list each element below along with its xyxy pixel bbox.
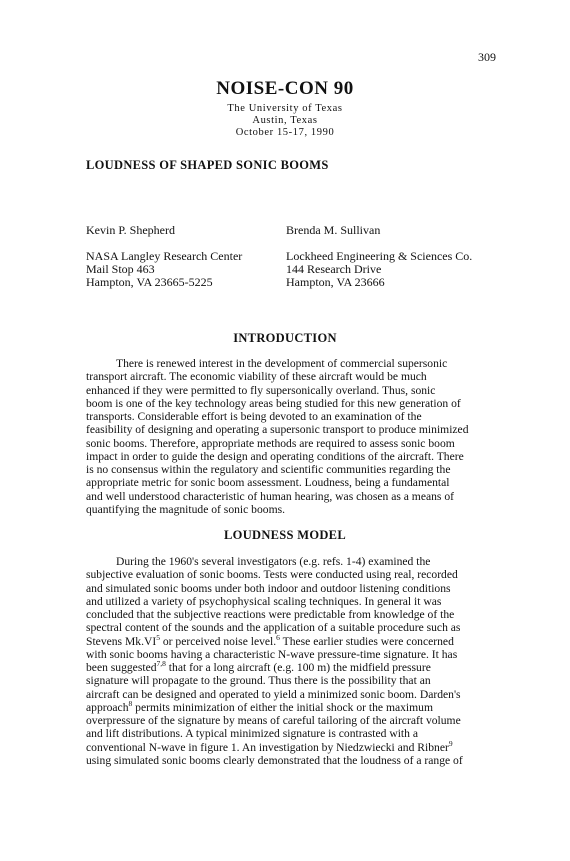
text-line [86, 698, 492, 714]
author-block-2 [286, 224, 472, 289]
text-line: There is renewed interest in the development of commercial supersonic [116, 357, 448, 370]
author-affiliation-line: Lockheed Engineering & Sciences Co. [286, 249, 473, 263]
conference-dates: October 15-17, 1990 [235, 127, 335, 138]
text-fragment: conventional N-wave in figure 1. An investigation by Niedzwiecki and Ribner [86, 740, 449, 754]
introduction-heading: INTRODUCTION [233, 331, 337, 345]
author-affiliation-line: NASA Langley Research Center [86, 249, 243, 263]
text-fragment: been suggested [86, 661, 157, 674]
text-line [86, 661, 492, 674]
reference-superscript: 5 [156, 632, 160, 642]
reference-superscript: 7,8 [156, 659, 166, 668]
conference-university: The University of Texas [227, 103, 343, 114]
text-line: transports. Considerable effort is being devoted to an examination of the [86, 410, 422, 423]
page-number: 309 [478, 50, 496, 64]
text-line: sonic booms. Therefore, appropriate methods are required to assess sonic boom [86, 436, 455, 450]
text-line: and well understood characteristic of human hearing, was chosen as a means of [86, 489, 454, 503]
text-line: impact in order to guide the design and operating conditions of the aircraft. There [86, 449, 464, 463]
introduction-paragraph [86, 357, 492, 516]
reference-superscript: 9 [448, 738, 453, 748]
text-fragment: that for a long aircraft (e.g. 100 m) the midfield pressure [168, 661, 431, 674]
author-affiliation-line: Mail Stop 463 [86, 262, 155, 276]
text-fragment: Stevens Mk.VI [86, 634, 157, 648]
text-line: During the 1960's several investigators (e.g. refs. 1-4) examined the [116, 555, 431, 568]
author-affiliation-line: 144 Research Drive [286, 262, 382, 276]
text-line: spectral content of the sounds and the application of a suitable procedure such as [86, 621, 461, 635]
author-affiliation-line: Hampton, VA 23666 [286, 275, 385, 289]
text-line: and utilized a variety of psychophysical scaling techniques. In general it was [86, 594, 442, 608]
author-name: Brenda M. Sullivan [286, 223, 381, 237]
author-name: Kevin P. Shepherd [86, 223, 175, 237]
text-line: signature will propagate to the ground. Thus there is the possibility that an [86, 674, 431, 688]
text-line: enhanced if they were permitted to fly supersonically overland. Thus, sonic [86, 383, 436, 397]
reference-superscript: 6 [276, 632, 280, 642]
loudness-model-heading: LOUDNESS MODEL [224, 528, 346, 542]
text-line: boom is one of the key technology areas being studied for this new generation of [86, 396, 461, 410]
text-line: concluded that the subjective reactions were predictable from knowledge of the [86, 608, 455, 621]
author-block-1 [86, 224, 242, 289]
paper-title: LOUDNESS OF SHAPED SONIC BOOMS [86, 158, 329, 172]
text-line [86, 738, 492, 754]
conference-location: Austin, Texas [252, 115, 318, 126]
text-line: subjective evaluation of sonic booms. Tests were conducted using real, recorded [86, 568, 458, 582]
text-line: feasibility of designing and operating a supersonic transport to produce minimized [86, 423, 469, 437]
text-line: is no consensus within the regulatory and scientific communities regarding the [86, 463, 451, 476]
conference-title: NOISE-CON 90 [216, 78, 354, 99]
text-line: using simulated sonic booms clearly demonstrated that the loudness of a range of [86, 753, 463, 767]
text-fragment: permits minimization of either the initial shock or the maximum [135, 700, 433, 714]
text-line: and lift distributions. A typical minimized signature is contrasted with a [86, 727, 418, 741]
text-fragment: These earlier studies were concerned [282, 634, 454, 648]
text-line: and simulated sonic booms under both indoor and outdoor listening conditions [86, 581, 451, 595]
text-line: quantifying the magnitude of sonic booms. [86, 502, 285, 516]
text-line: appropriate metric for sonic boom assessment. Loudness, being a fundamental [86, 476, 450, 490]
text-line: with sonic booms having a characteristic N-wave pressure-time signature. It has [86, 647, 458, 661]
author-affiliation-line: Hampton, VA 23665-5225 [86, 275, 213, 289]
loudness-model-paragraph [86, 555, 492, 767]
text-fragment: approach [86, 700, 129, 714]
text-line: aircraft can be designed and operated to yield a minimized sonic boom. Darden's [86, 687, 461, 701]
text-fragment: or perceived noise level. [162, 634, 277, 648]
text-line [86, 632, 492, 648]
text-line: transport aircraft. The economic viability of these aircraft would be much [86, 370, 427, 384]
text-line: overpressure of the signature by means of careful tailoring of the aircraft volume [86, 714, 461, 727]
reference-superscript: 8 [128, 698, 133, 708]
